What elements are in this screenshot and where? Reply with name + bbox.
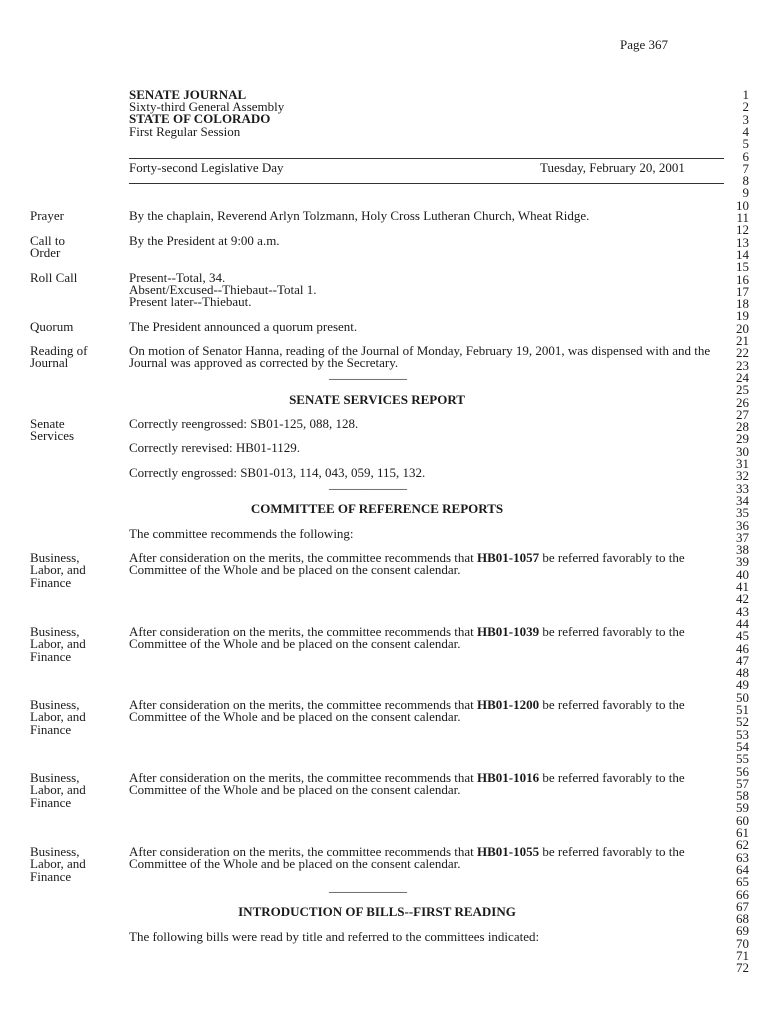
committee-label: Business, Labor, and Finance — [30, 697, 86, 737]
line-number: 29 — [736, 431, 749, 447]
line-number: 48 — [736, 665, 749, 681]
line-number: 59 — [736, 800, 749, 816]
prayer-label: Prayer — [30, 208, 64, 223]
committee-label: Business, Labor, and Finance — [30, 770, 86, 810]
committee-reports-heading: COMMITTEE OF REFERENCE REPORTS — [250, 501, 504, 516]
session-name: First Regular Session — [129, 124, 241, 139]
line-number: 54 — [736, 738, 749, 754]
line-number: 46 — [736, 640, 749, 656]
header-rule-bottom — [129, 183, 724, 184]
committee-report-3 — [129, 699, 721, 724]
reading-of-journal-label: Reading of Journal — [30, 343, 88, 371]
roll-call-present-later: Present later--Thiebaut. — [129, 294, 252, 309]
line-number: 26 — [736, 394, 749, 410]
line-number: 31 — [736, 456, 749, 471]
report-text-before: After consideration on the merits, the committee recommends that — [129, 624, 478, 639]
line-number: 56 — [736, 763, 749, 779]
line-number: 57 — [736, 775, 749, 791]
line-number: 25 — [736, 382, 749, 398]
line-number: 67 — [736, 898, 749, 914]
line-number: 13 — [736, 234, 749, 250]
line-number: 61 — [736, 825, 749, 840]
line-number: 42 — [736, 591, 749, 607]
separator: ____________ — [329, 476, 407, 491]
line-number: 49 — [736, 677, 749, 693]
line-number: 53 — [736, 726, 749, 742]
line-number: 55 — [736, 751, 749, 767]
line-number: 65 — [736, 874, 749, 890]
line-number: 30 — [736, 443, 749, 459]
line-number: 60 — [736, 812, 749, 828]
line-number: 21 — [736, 333, 749, 348]
rerevised-line: Correctly rerevised: HB01-1129. — [129, 440, 300, 455]
line-number: 72 — [736, 960, 749, 976]
line-number: 19 — [736, 308, 749, 324]
line-number: 58 — [736, 788, 749, 804]
line-number: 68 — [736, 911, 749, 927]
report-text-before: After consideration on the merits, the committee recommends that — [129, 844, 478, 859]
line-number: 14 — [736, 246, 749, 262]
line-number: 50 — [736, 689, 749, 705]
bill-number: HB01-1055 — [477, 844, 540, 859]
committee-report-5 — [129, 846, 721, 871]
line-number: 38 — [736, 542, 749, 558]
report-text-before: After consideration on the merits, the committee recommends that — [129, 697, 478, 712]
bill-number: HB01-1039 — [477, 624, 540, 639]
line-number: 10 — [736, 197, 749, 213]
line-number: 4 — [742, 123, 749, 139]
line-number: 20 — [736, 320, 749, 336]
line-number: 71 — [736, 948, 749, 963]
committee-intro: The committee recommends the following: — [129, 526, 354, 541]
line-number: 1 — [742, 87, 749, 102]
report-text-after: be referred favorably to the Committee of the Whole and be placed on the consent calendar. — [129, 550, 685, 578]
committee-report-1 — [129, 552, 721, 577]
line-number: 27 — [736, 406, 749, 422]
bill-number: HB01-1016 — [477, 770, 540, 785]
quorum-text: The President announced a quorum present. — [129, 319, 358, 334]
line-number: 69 — [736, 923, 749, 939]
journal-title: SENATE JOURNAL — [129, 87, 247, 102]
roll-call-absent: Absent/Excused--Thiebaut--Total 1. — [129, 282, 317, 297]
call-to-order-label: Call to Order — [30, 233, 66, 261]
line-number: 12 — [736, 222, 749, 238]
line-number: 51 — [736, 702, 749, 717]
report-text-before: After consideration on the merits, the committee recommends that — [129, 550, 478, 565]
committee-label: Business, Labor, and Finance — [30, 844, 86, 884]
state-name: STATE OF COLORADO — [129, 111, 271, 126]
line-number: 45 — [736, 628, 749, 644]
report-text-after: be referred favorably to the Committee of the Whole and be placed on the consent calendar. — [129, 770, 685, 798]
quorum-label: Quorum — [30, 319, 74, 334]
call-to-order-text: By the President at 9:00 a.m. — [129, 233, 280, 248]
assembly-name: Sixty-third General Assembly — [129, 99, 285, 114]
engrossed-line: Correctly engrossed: SB01-013, 114, 043, 059, 115, 132. — [129, 465, 426, 480]
line-number: 43 — [736, 603, 749, 619]
report-text-after: be referred favorably to the Committee of the Whole and be placed on the consent calendar. — [129, 844, 685, 872]
introduction-heading: INTRODUCTION OF BILLS--FIRST READING — [238, 904, 516, 919]
line-number: 41 — [736, 579, 749, 594]
senate-services-label: Senate Services — [30, 416, 75, 444]
line-number: 28 — [736, 419, 749, 435]
line-number: 66 — [736, 886, 749, 902]
separator: ____________ — [329, 366, 407, 381]
line-number: 37 — [736, 529, 749, 545]
line-number: 22 — [736, 345, 749, 361]
line-number: 11 — [736, 210, 749, 225]
line-number: 36 — [736, 517, 749, 533]
line-number: 16 — [736, 271, 749, 287]
page-number: Page 367 — [620, 37, 669, 52]
line-number: 6 — [742, 148, 749, 164]
committee-report-2 — [129, 626, 721, 651]
line-number: 18 — [736, 296, 749, 312]
line-number: 34 — [736, 492, 749, 508]
reading-of-journal-text: On motion of Senator Hanna, reading of the Journal of Monday, February 19, 2001, was dispensed with and the Journal was approved as corrected by the Secretary. — [129, 343, 711, 371]
line-number: 62 — [736, 837, 749, 853]
line-number: 7 — [742, 160, 749, 176]
bill-number: HB01-1057 — [477, 550, 540, 565]
session-date: Tuesday, February 20, 2001 — [540, 160, 685, 175]
roll-call-present: Present--Total, 34. — [129, 270, 226, 285]
report-text-after: be referred favorably to the Committee of the Whole and be placed on the consent calendar. — [129, 697, 685, 725]
line-number: 32 — [736, 468, 749, 484]
report-text-after: be referred favorably to the Committee of the Whole and be placed on the consent calendar. — [129, 624, 685, 652]
prayer-text: By the chaplain, Reverend Arlyn Tolzmann, Holy Cross Lutheran Church, Wheat Ridge. — [129, 208, 590, 223]
line-number: 35 — [736, 505, 749, 521]
committee-label: Business, Labor, and Finance — [30, 550, 86, 590]
senate-services-heading: SENATE SERVICES REPORT — [289, 392, 465, 407]
legislative-day: Forty-second Legislative Day — [129, 160, 284, 175]
roll-call-label: Roll Call — [30, 270, 78, 285]
line-number: 2 — [742, 99, 749, 115]
line-number: 44 — [736, 615, 749, 631]
introduction-text: The following bills were read by title and referred to the committees indicated: — [129, 929, 540, 944]
line-number: 39 — [736, 554, 749, 570]
line-number: 24 — [736, 369, 749, 385]
header-rule-top — [129, 158, 724, 159]
line-number: 47 — [736, 652, 749, 668]
line-number: 23 — [736, 357, 749, 373]
line-number: 17 — [736, 283, 749, 299]
line-number: 5 — [742, 136, 749, 152]
line-number: 70 — [736, 935, 749, 951]
line-number: 8 — [742, 173, 749, 189]
line-number: 15 — [736, 259, 749, 275]
line-number: 52 — [736, 714, 749, 730]
separator: ____________ — [329, 879, 407, 894]
committee-label: Business, Labor, and Finance — [30, 624, 86, 664]
line-number: 9 — [742, 185, 749, 201]
line-number: 64 — [736, 861, 749, 877]
reengrossed-line: Correctly reengrossed: SB01-125, 088, 128. — [129, 416, 359, 431]
bill-number: HB01-1200 — [477, 697, 540, 712]
committee-report-4 — [129, 772, 721, 797]
line-number: 63 — [736, 849, 749, 865]
report-text-before: After consideration on the merits, the committee recommends that — [129, 770, 478, 785]
line-number: 3 — [742, 111, 749, 127]
line-number: 33 — [736, 480, 749, 496]
line-number: 40 — [736, 566, 749, 582]
